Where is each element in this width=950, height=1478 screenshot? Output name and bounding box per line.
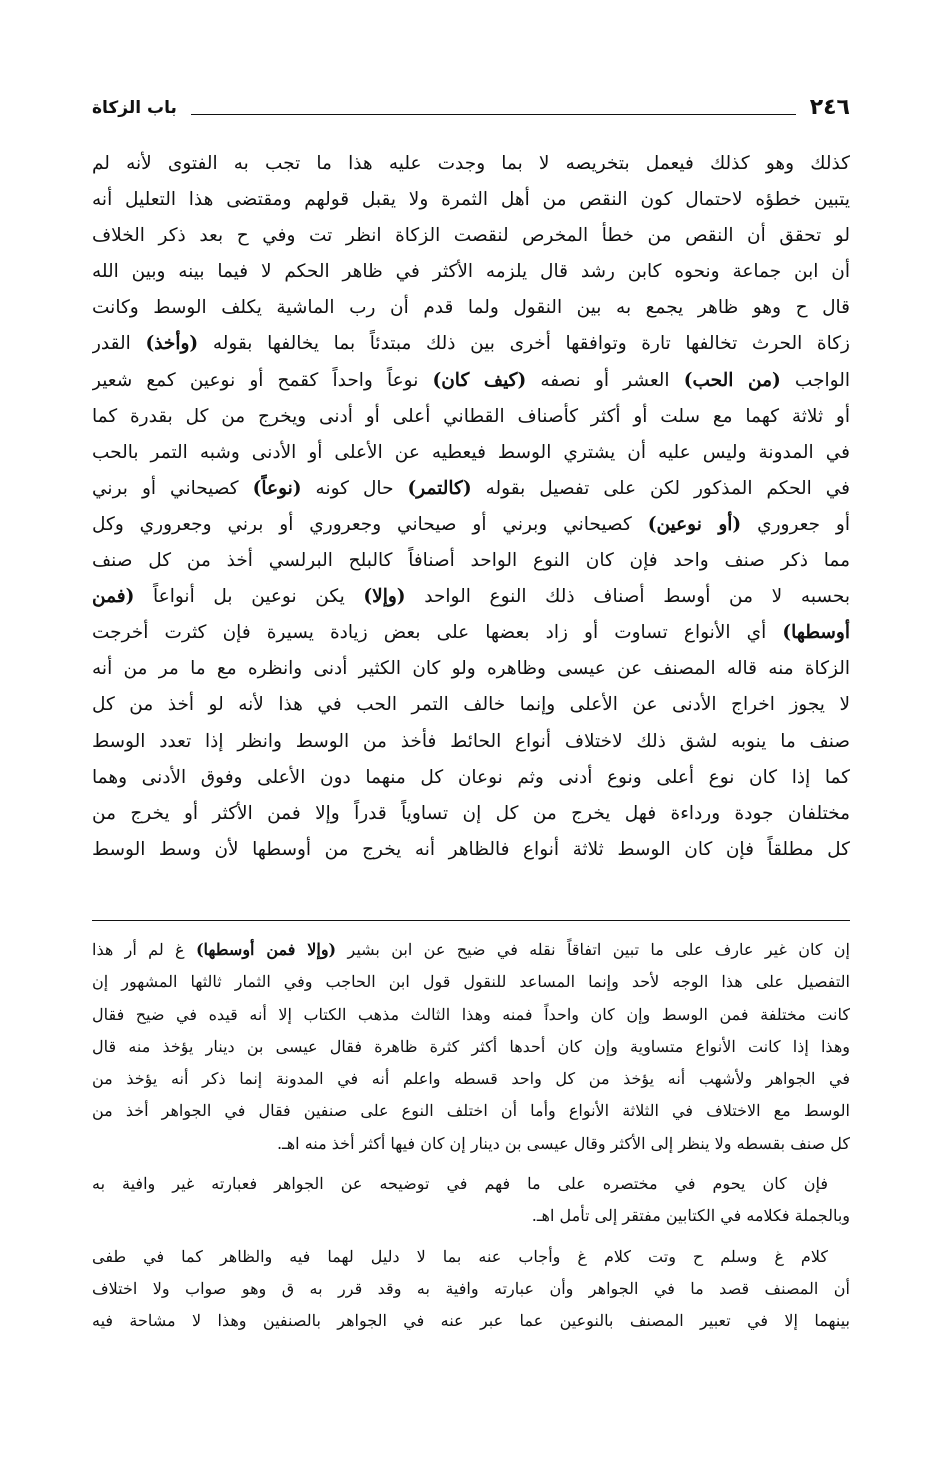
text-run: لا يجوز اخراج الأدنى عن الأعلى وإنما خالف التمر الحب في هذا لأنه لو أخذ من كل xyxy=(92,694,850,716)
text-run: أن ابن جماعة ونحوه كابن رشد قال يلزمه الأكثر في ظاهر الحكم لا فيما بينه وبين الله xyxy=(92,261,850,283)
text-line xyxy=(92,471,850,507)
text-run: كل صنف بقسطه ولا ينظر إلى الأكثر وقال عيسى بن دينار إن كان فيها أكثر أخذ منه اهـ. xyxy=(276,1133,850,1153)
text-line xyxy=(92,832,850,868)
page-number: ٢٤٦ xyxy=(809,95,850,120)
text-run: كل مطلقاً فإن كان الوسط ثلاثة أنواع فالظاهر أنه يخرج من أوسطها لأن وسط الوسط xyxy=(92,838,850,860)
footnote-line xyxy=(92,1031,850,1063)
text-run: أو جعروري xyxy=(741,513,850,535)
footnote-line xyxy=(92,934,850,966)
bold-term: (أو نوعين) xyxy=(647,513,742,535)
bold-term: (كالتمر) xyxy=(407,477,472,499)
text-run: الوسط مع الاختلاف في الثلاثة الأنواع وأما أن اختلف النوع على صنفين فقال في الجواهر أخذ من xyxy=(92,1101,850,1121)
text-run: غ لم أر هذا xyxy=(92,940,196,959)
text-line xyxy=(92,724,850,760)
footnote-line xyxy=(92,999,850,1031)
text-run: أي الأنواع تساوت أو زاد بعضها على بعض زيادة يسيرة فإن كثرت أخرجت xyxy=(92,622,783,644)
text-run: وبالجملة فكلامه في الكتابين مفتقر إلى تأمل اهـ. xyxy=(531,1206,850,1226)
footnote-separator xyxy=(92,920,850,921)
text-line xyxy=(92,796,850,832)
bold-term: (كيف كان) xyxy=(432,369,527,391)
text-run: كما إذا كان نوع أعلى ونوع أدنى وثم نوعان كل منهما دون الأعلى وفوق الأدنى وهما xyxy=(92,766,850,788)
text-line xyxy=(92,651,850,687)
text-run: الواجب xyxy=(780,369,850,391)
text-line xyxy=(92,363,850,399)
text-line xyxy=(92,399,850,435)
text-run: نوعاً واحداً كقمح أو نوعين كمع شعير xyxy=(92,369,433,391)
text-line xyxy=(92,254,850,290)
text-run: كذلك وهو كذلك فيعمل بتخريصه لا بما وجدت عليه هذا ما تجب به الفتوى لأنه لم xyxy=(92,153,850,174)
text-line xyxy=(92,146,850,182)
paragraph-gap xyxy=(92,1160,850,1168)
text-run: كصيحاني أو برني xyxy=(92,477,253,499)
text-line xyxy=(92,435,850,471)
text-run: وهذا إذا كانت الأنواع متساوية وإن كان أحدها أكثر كثرة ظاهرة فقال عيسى بن دينار يؤخذ منه قال xyxy=(92,1036,850,1056)
footnote-line xyxy=(92,1063,850,1095)
text-line xyxy=(92,760,850,796)
bold-term: (من الحب) xyxy=(683,369,781,391)
text-line xyxy=(92,507,850,543)
text-run: كصيحاني وبرني أو صيحاني وجعروري أو برني وجعروري وكل xyxy=(92,513,648,535)
footnote-line xyxy=(92,1095,850,1127)
text-run: لو تحقق أن النقص من خطأ المخرص لنقصت الزكاة انظر تت وفي ح بعد ذكر الخلاف xyxy=(92,225,850,247)
text-line xyxy=(92,182,850,218)
text-run: في الحكم المذكور لكن على تفصيل بقوله xyxy=(471,477,850,499)
text-run: القدر xyxy=(92,333,146,355)
text-run: مما ذكر صنف واحد فإن كان النوع الواحد أصنافاً كالبلح البرلسي أخذ من كل صنف xyxy=(92,550,850,572)
text-run: يتبين خطؤه لاحتمال كون النقص من أهل الثمرة ولا يقبل قولهم ومقتضى هذا التعليل أنه xyxy=(92,189,850,211)
bold-term: أوسطها) xyxy=(782,622,850,644)
bold-term: (فمن xyxy=(92,586,135,608)
footnote-line xyxy=(92,1273,850,1305)
bold-term: (وإلا فمن أوسطها) xyxy=(195,940,337,959)
footnote-line xyxy=(92,1168,850,1200)
footnote-line xyxy=(92,1241,850,1273)
bold-term: (نوعاً) xyxy=(252,477,302,499)
footnote-line xyxy=(92,1128,850,1160)
paragraph-gap xyxy=(92,1233,850,1241)
text-run: مختلفان جودة ورداءة فهل يخرج من كل إن تساوياً قدراً وإلا فمن الأكثر أو يخرج من xyxy=(92,802,850,824)
header-rule xyxy=(191,101,796,115)
text-run: كلام غ وسلم ح وتت كلام غ وأجاب عنه بما لا دليل لهما فيه والظاهر كما في طفى xyxy=(92,1246,828,1266)
footnote-line xyxy=(92,1200,850,1232)
text-run: حال كونه xyxy=(301,477,408,499)
chapter-title: باب الزكاة xyxy=(92,98,177,118)
running-header xyxy=(92,88,850,122)
text-line xyxy=(92,326,850,362)
text-run: التفصيل على هذا الوجه لأحد وإنما المساعد للنقول قول ابن الحاجب وفي الثمار ثالثها المشهور إن xyxy=(92,972,850,992)
text-run: فإن كان يحوم في مختصره على ما فهم في توضيحه عن الجواهر فعبارته غير وافية به xyxy=(92,1174,828,1194)
text-run: الزكاة منه قاله المصنف عن عيسى وظاهره ولو كان الكثير أدنى وانظره مع ما مر من أنه xyxy=(92,658,850,680)
text-run: صنف ما ينوبه لشق ذلك لاختلاف أنواع الحائط فأخذ من الوسط وانظر إذا تعدد الوسط xyxy=(92,730,850,752)
text-run: إن كان غير عارف على ما تبين اتفاقاً نقله في ضيح عن ابن بشير xyxy=(336,940,850,959)
bold-term: (وإلا) xyxy=(363,586,406,608)
text-line xyxy=(92,615,850,651)
footnote-line xyxy=(92,966,850,998)
text-run: أو ثلاثة كهما مع سلت أو أكثر كأصناف القطاني أعلى أو أدنى ويخرج من كل بقدرة كما xyxy=(92,405,850,427)
footnotes xyxy=(92,934,850,1338)
text-run: زكاة الحرث تخالفها تارة وتوافقها أخرى بين ذلك مبتدئاً بما يخالفها بقوله xyxy=(198,333,850,355)
footnote-line xyxy=(92,1305,850,1337)
text-line xyxy=(92,290,850,326)
text-line xyxy=(92,579,850,615)
text-line xyxy=(92,687,850,723)
text-line xyxy=(92,543,850,579)
bold-term: (وأخذ) xyxy=(145,333,199,355)
text-run: أن المصنف قصد ما في الجواهر وأن عبارته وافية به وقد قرر به ق وهو صواب ولا اختلاف xyxy=(92,1278,850,1298)
text-run: في المدونة وليس عليه أن يشتري الوسط فيعطيه عن الأعلى أو الأدنى وشبه التمر بالحب xyxy=(92,441,850,463)
text-line xyxy=(92,218,850,254)
text-run: بحسبه لا من أوسط أصناف ذلك النوع الواحد xyxy=(405,586,850,608)
text-run: قال ح وهو ظاهر يجمع به بين النقول ولما قدم أن رب الماشية يكلف الوسط وكانت xyxy=(92,297,850,319)
text-run: العشر أو نصفه xyxy=(526,369,684,391)
text-run: كانت مختلفة فمن الوسط وإن كان واحداً فمنه وهذا الثالث مذهب الكتاب إلا أنه قيده في ضيح فقال xyxy=(92,1004,850,1024)
text-run: يكن نوعين بل أنواعاً xyxy=(134,586,364,608)
main-text xyxy=(92,146,850,868)
text-run: بينهما إلا في تعبير المصنف بالنوعين عما عبر عنه في الجواهر بالصنفين وهذا لا مشاحة فيه xyxy=(92,1311,850,1331)
text-run: في الجواهر ولأشهب أنه يؤخذ من كل واحد قسطه واعلم أنه في المدونة إنما ذكر أنه يؤخذ من xyxy=(92,1069,850,1089)
